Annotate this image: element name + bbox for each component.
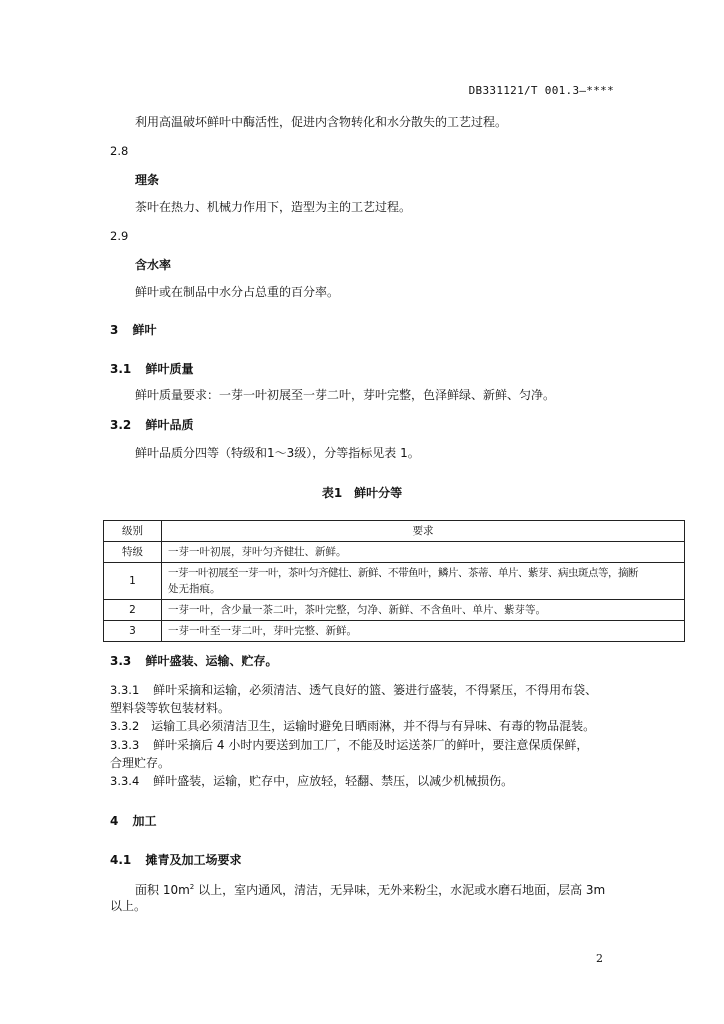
sec-2-8-number: 2.8 — [110, 144, 129, 158]
sec-3-3-2 — [110, 717, 595, 735]
sec-3-3-4-text: 鲜叶盛装，运输，贮存中，应放轻，轻翻、禁压，以减少机械损伤。 — [153, 774, 514, 788]
sec-4-1-number: 4.1 — [110, 853, 132, 867]
sec-3-1-title: 鲜叶质量 — [145, 362, 194, 376]
sec-4-1-title: 摊青及加工场要求 — [145, 853, 242, 867]
grade-column-header: 级别 — [104, 521, 162, 542]
sec-3-2-heading — [110, 416, 193, 433]
grade-cell: 1 — [104, 563, 162, 600]
sec-3-3-1-number: 3.3.1 — [110, 683, 140, 697]
fresh-leaf-grade-table — [103, 520, 685, 642]
sec-3-1-text: 鲜叶质量要求：一芽一叶初展至一芽二叶，芽叶完整，色泽鲜绿、新鲜、匀净。 — [135, 388, 556, 402]
requirement-cell: 一芽一叶，含少量一茶二叶，茶叶完整，匀净、新鲜、不含鱼叶、单片、紫芽等。 — [162, 600, 685, 621]
sec-4-1-line1 — [135, 878, 605, 899]
sec-3-3-4-number: 3.3.4 — [110, 774, 140, 788]
table-1-title: 表1 鲜叶分等 — [321, 486, 403, 500]
table-header-row — [104, 521, 685, 542]
sec-3-3-3-text: 鲜叶采摘后 4 小时内要送到加工厂，不能及时运送茶厂的鲜叶，要注意保质保鲜， — [153, 738, 589, 752]
sec-4-heading — [110, 812, 157, 829]
sec-3-3-3-line2: 合理贮存。 — [110, 756, 171, 770]
sec-2-9-definition: 鲜叶或在制品中水分占总重的百分率。 — [135, 285, 340, 299]
sec-3-3-4 — [110, 772, 513, 790]
sec-2-8-definition: 茶叶在热力、机械力作用下，造型为主的工艺过程。 — [135, 200, 412, 214]
requirement-column-header: 要求 — [162, 521, 685, 542]
sec-2-7-definition: 利用高温破坏鲜叶中酶活性，促进内含物转化和水分散失的工艺过程。 — [135, 115, 508, 129]
sec-2-9-number: 2.9 — [110, 229, 129, 243]
table-row — [104, 600, 685, 621]
sec-4-title: 加工 — [132, 814, 157, 828]
table-row — [104, 563, 685, 600]
sec-3-1-heading — [110, 360, 193, 377]
sec-3-3-number: 3.3 — [110, 654, 132, 668]
sec-3-2-text: 鲜叶品质分四等（特级和1～3级），分等指标见表 1。 — [135, 446, 420, 460]
sec-4-1-line2: 以上。 — [110, 899, 147, 913]
document-code: DB331121/T 001.3—**** — [468, 84, 614, 97]
sec-3-3-2-text: 运输工具必须清洁卫生，运输时避免日晒雨淋，并不得与有异味、有毒的物品混装。 — [151, 719, 596, 733]
requirement-line: 处无指痕。 — [168, 583, 221, 595]
requirement-cell: 一芽一叶至一芽二叶，芽叶完整、新鲜。 — [162, 621, 685, 642]
sec-3-number: 3 — [110, 323, 119, 337]
grade-cell: 2 — [104, 600, 162, 621]
sec-4-number: 4 — [110, 814, 119, 828]
sec-3-3-1-text: 鲜叶采摘和运输，必须清洁、透气良好的篮、篓进行盛装，不得紧压，不得用布袋、 — [153, 683, 598, 697]
sec-3-3-3-number: 3.3.3 — [110, 738, 140, 752]
sec-3-1-number: 3.1 — [110, 362, 132, 376]
sec-4-1-superscript: 2 — [189, 883, 195, 891]
sec-3-3-1-line2: 塑料袋等软包装材料。 — [110, 701, 231, 715]
sec-4-1-text-a: 面积 10m — [135, 883, 190, 897]
sec-4-1-heading — [110, 851, 241, 868]
page-number: 2 — [596, 952, 603, 965]
requirement-line: 一芽一叶初展至一芽一叶，茶叶匀齐健壮、新鲜、不带鱼叶，鳞片、茶蒂、单片、紫芽、病虫斑点等，摘断 — [168, 567, 638, 579]
table-row — [104, 542, 685, 563]
sec-3-title: 鲜叶 — [132, 323, 157, 337]
sec-3-3-2-number: 3.3.2 — [110, 719, 140, 733]
table-row — [104, 621, 685, 642]
requirement-cell: 一芽一叶初展，芽叶匀齐健壮、新鲜。 — [162, 542, 685, 563]
sec-3-3-3-line1 — [110, 736, 588, 754]
sec-3-2-number: 3.2 — [110, 418, 132, 432]
sec-3-3-heading — [110, 652, 277, 669]
grade-cell: 特级 — [104, 542, 162, 563]
sec-3-heading — [110, 321, 157, 338]
sec-2-8-term: 理条 — [135, 173, 160, 187]
sec-3-3-1-line1 — [110, 681, 597, 699]
sec-3-3-title: 鲜叶盛装、运输、贮存。 — [145, 654, 278, 668]
grade-cell: 3 — [104, 621, 162, 642]
sec-2-9-term: 含水率 — [135, 258, 172, 272]
sec-4-1-text-b: 以上，室内通风，清洁，无异味，无外来粉尘，水泥或水磨石地面，层高 3m — [194, 883, 606, 897]
sec-3-2-title: 鲜叶品质 — [145, 418, 194, 432]
requirement-cell — [162, 563, 685, 600]
